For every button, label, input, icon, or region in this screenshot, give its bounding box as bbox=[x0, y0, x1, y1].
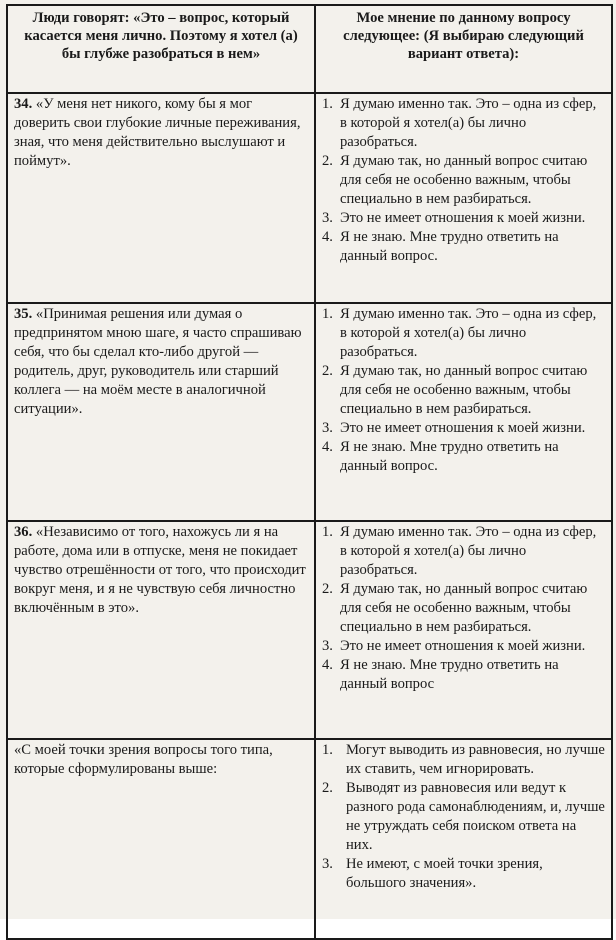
header-statement: Люди говорят: «Это – вопрос, который касается меня лично. Поэтому я хотел (а) бы глубже разобраться в нем» bbox=[7, 5, 315, 93]
option-text: Я думаю так, но данный вопрос считаю для себя не особенно важным, чтобы специально в нем разбираться. bbox=[340, 581, 588, 635]
list-item bbox=[322, 305, 605, 362]
list-item bbox=[322, 580, 605, 637]
option-text: Я думаю именно так. Это – одна из сфер, в которой я хотел(а) бы лично разобраться. bbox=[340, 96, 597, 150]
list-item bbox=[322, 209, 605, 228]
option-text: Это не имеет отношения к моей жизни. bbox=[340, 420, 586, 436]
option-number: 1. bbox=[322, 306, 333, 322]
list-item bbox=[322, 419, 605, 438]
statement-cell bbox=[7, 521, 315, 739]
list-item bbox=[322, 855, 605, 893]
question-number: 36. bbox=[14, 524, 33, 540]
option-text: Могут выводить из равновесия, но лучше их ставить, чем игнорировать. bbox=[346, 742, 605, 777]
statement-cell bbox=[7, 93, 315, 303]
list-item bbox=[322, 228, 605, 266]
option-text: Я думаю именно так. Это – одна из сфер, в которой я хотел(а) бы лично разобраться. bbox=[340, 524, 597, 578]
table-row bbox=[7, 521, 612, 739]
list-item bbox=[322, 523, 605, 580]
final-statement-cell bbox=[7, 739, 315, 939]
option-number: 4. bbox=[322, 439, 333, 455]
list-item bbox=[322, 95, 605, 152]
table-header-row bbox=[7, 5, 612, 93]
final-options-list bbox=[322, 741, 605, 893]
option-number: 3. bbox=[322, 638, 333, 654]
option-text: Я не знаю. Мне трудно ответить на данный вопрос bbox=[340, 657, 559, 692]
question-number: 35. bbox=[14, 306, 33, 322]
options-cell bbox=[315, 93, 612, 303]
list-item bbox=[322, 637, 605, 656]
options-list bbox=[322, 305, 605, 476]
option-number: 2. bbox=[322, 780, 333, 796]
table-row bbox=[7, 739, 612, 939]
option-text: Не имеют, с моей точки зрения, большого значения». bbox=[346, 856, 543, 891]
table-row bbox=[7, 93, 612, 303]
list-item bbox=[322, 438, 605, 476]
option-number: 3. bbox=[322, 856, 333, 872]
options-cell bbox=[315, 739, 612, 939]
option-text: Выводят из равновесия или ведут к разного рода самонаблюдениям, и, лучше не утруждать себя поиском ответа на них. bbox=[346, 780, 605, 853]
questionnaire-table bbox=[6, 4, 613, 940]
option-text: Я не знаю. Мне трудно ответить на данный вопрос. bbox=[340, 229, 559, 264]
option-number: 1. bbox=[322, 742, 333, 758]
option-number: 4. bbox=[322, 657, 333, 673]
statement-cell bbox=[7, 303, 315, 521]
list-item bbox=[322, 741, 605, 779]
option-number: 2. bbox=[322, 363, 333, 379]
list-item bbox=[322, 656, 605, 694]
list-item bbox=[322, 779, 605, 855]
final-statement-text: «С моей точки зрения вопросы того типа, которые сформулированы выше: bbox=[14, 742, 273, 777]
option-text: Это не имеет отношения к моей жизни. bbox=[340, 210, 586, 226]
option-number: 3. bbox=[322, 420, 333, 436]
options-list bbox=[322, 523, 605, 694]
options-cell bbox=[315, 521, 612, 739]
option-number: 4. bbox=[322, 229, 333, 245]
option-text: Я думаю так, но данный вопрос считаю для себя не особенно важным, чтобы специально в нем разбираться. bbox=[340, 363, 588, 417]
list-item bbox=[322, 152, 605, 209]
option-text: Я не знаю. Мне трудно ответить на данный вопрос. bbox=[340, 439, 559, 474]
options-list bbox=[322, 95, 605, 266]
option-text: Я думаю именно так. Это – одна из сфер, в которой я хотел(а) бы лично разобраться. bbox=[340, 306, 597, 360]
statement-text: «У меня нет никого, кому бы я мог доверить свои глубокие личные переживания, зная, что меня действительно выслушают и поймут». bbox=[14, 96, 301, 169]
question-number: 34. bbox=[14, 96, 33, 112]
option-number: 1. bbox=[322, 524, 333, 540]
option-number: 3. bbox=[322, 210, 333, 226]
table-row bbox=[7, 303, 612, 521]
option-number: 2. bbox=[322, 153, 333, 169]
option-text: Я думаю так, но данный вопрос считаю для себя не особенно важным, чтобы специально в нем разбираться. bbox=[340, 153, 588, 207]
list-item bbox=[322, 362, 605, 419]
header-opinion: Мое мнение по данному вопросу следующее: (Я выбираю следующий вариант ответа): bbox=[315, 5, 612, 93]
option-number: 1. bbox=[322, 96, 333, 112]
statement-text: «Независимо от того, нахожусь ли я на работе, дома или в отпуске, меня не покидает чувство отрешённости от того, что происходит вокруг меня, и я не чувствую себя личностно включённым в это». bbox=[14, 524, 306, 616]
option-number: 2. bbox=[322, 581, 333, 597]
statement-text: «Принимая решения или думая о предпринятом мною шаге, я часто спрашиваю себя, что бы сделал кто-либо другой — родитель, друг, руководитель или старший коллега — на моём месте в аналогичной ситуации». bbox=[14, 306, 302, 417]
options-cell bbox=[315, 303, 612, 521]
option-text: Это не имеет отношения к моей жизни. bbox=[340, 638, 586, 654]
